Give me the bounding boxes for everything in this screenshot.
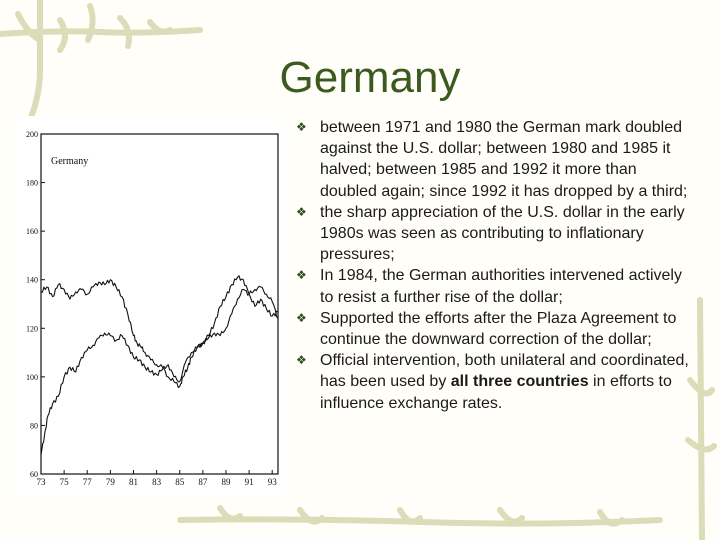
x-tick-label: 77 — [82, 477, 92, 487]
y-tick-label: 60 — [30, 470, 38, 479]
chart-svg — [13, 116, 285, 496]
checkmark-diamond-icon: ❖ — [296, 310, 307, 325]
bullet-item-2 — [296, 202, 696, 266]
bullet-text: Supported the efforts after the Plaza Agreement to continue the downward correction of the dollar; — [320, 309, 677, 349]
bullet-item-1 — [296, 117, 696, 202]
x-tick-label: 75 — [59, 477, 69, 487]
bullet-text-bold: all three countries — [450, 373, 589, 391]
y-tick-label: 160 — [26, 227, 38, 237]
x-tick-label: 73 — [36, 477, 46, 487]
checkmark-diamond-icon: ❖ — [296, 204, 307, 219]
x-tick-label: 81 — [128, 477, 138, 487]
x-tick-label: 93 — [267, 477, 277, 487]
checkmark-diamond-icon: ❖ — [296, 120, 307, 134]
y-tick-label: 120 — [26, 324, 38, 334]
bullet-text-before: Official intervention, both unilateral and coordinated, has been used by — [320, 352, 689, 391]
bullet-item-4 — [296, 308, 696, 350]
x-tick-label: 91 — [244, 477, 254, 487]
checkmark-diamond-icon: ❖ — [296, 353, 307, 368]
chart-frame — [41, 134, 278, 474]
bullet-text-after: in efforts to influence exchange rates. — [320, 373, 672, 412]
bullet-item-5 — [296, 350, 696, 414]
x-tick-label: 79 — [105, 477, 115, 487]
series-line-2 — [41, 276, 278, 455]
bullet-text — [320, 352, 689, 411]
slide-title: Germany — [279, 53, 461, 102]
bullet-item-3 — [296, 265, 696, 307]
x-tick-label: 85 — [175, 477, 185, 487]
y-tick-label: 100 — [26, 372, 38, 382]
x-tick-label: 83 — [152, 477, 162, 487]
exchange-rate-chart — [13, 116, 285, 496]
y-tick-label: 200 — [26, 130, 38, 139]
y-tick-label: 140 — [26, 275, 38, 285]
bullet-list — [296, 117, 696, 414]
bullet-text: between 1971 and 1980 the German mark doubled against the U.S. dollar; between 1980 and 1985 it halved; between 1985 and 1992 it more than doubled again; since 1992 it has dropped by a third; — [320, 119, 688, 200]
bullet-text: In 1984, the German authorities intervened actively to resist a further rise of the dollar; — [320, 267, 682, 306]
x-tick-label: 87 — [198, 477, 208, 487]
y-tick-label: 180 — [26, 178, 38, 188]
y-tick-label: 80 — [30, 421, 38, 431]
checkmark-diamond-icon: ❖ — [296, 268, 307, 283]
x-tick-label: 89 — [221, 477, 231, 487]
chart-title: Germany — [51, 156, 89, 167]
bullet-text: the sharp appreciation of the U.S. dollar in the early 1980s was seen as contributing to inflationary pressures; — [320, 203, 685, 264]
